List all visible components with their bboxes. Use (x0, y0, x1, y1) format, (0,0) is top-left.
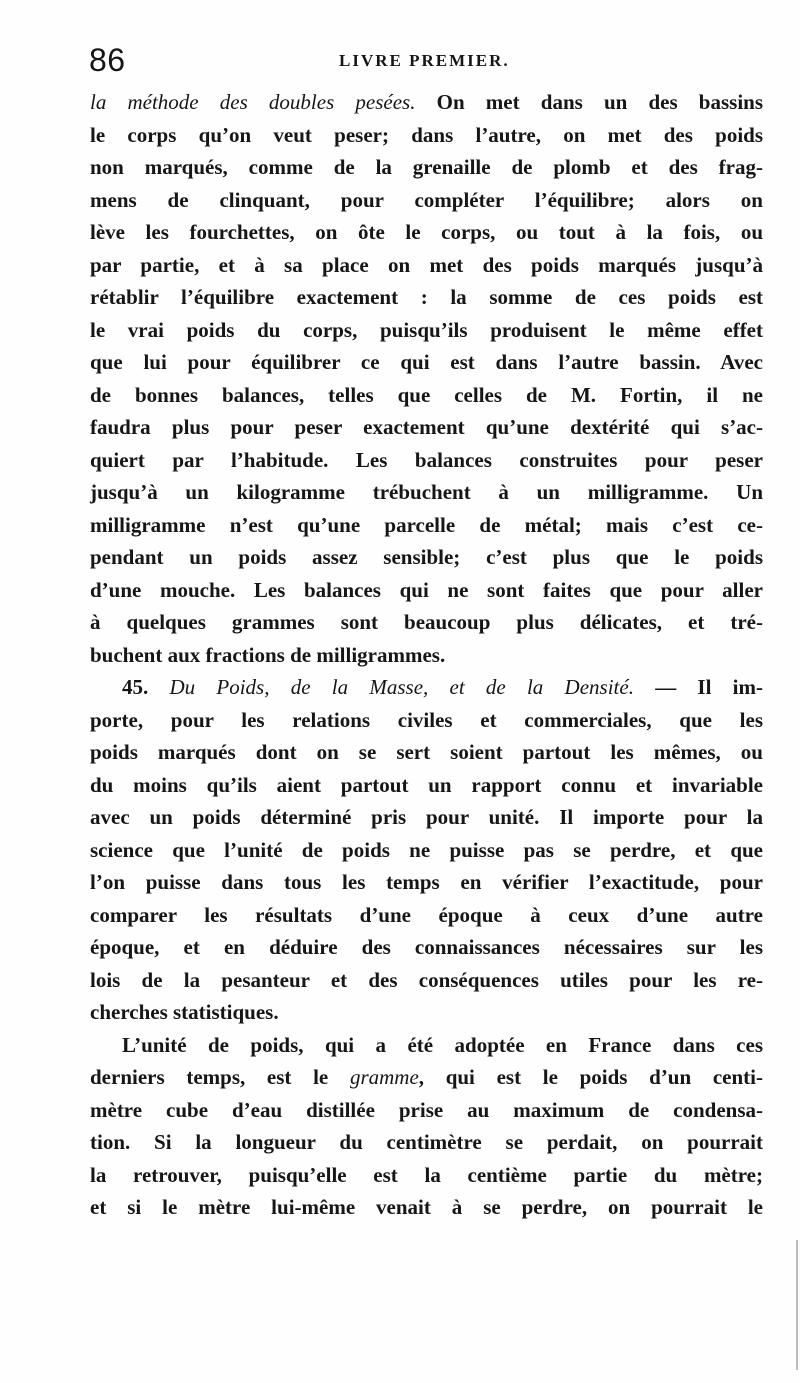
text-run: — Il im- (633, 675, 764, 699)
text-line: science que l’unité de poids ne puisse pas se perdre, et que (90, 837, 763, 862)
italic-phrase: la méthode des doubles pesées. (90, 90, 416, 114)
text-line: buchent aux fractions de milligrammes. (90, 642, 446, 667)
page-number: 86 (89, 42, 126, 78)
text-line: milligramme n’est qu’une parcelle de métal; mais c’est ce- (90, 512, 763, 537)
text-line: non marqués, comme de la grenaille de plomb et des frag- (90, 155, 763, 179)
text-line: et si le mètre lui-même venait à se perdre, on pourrait le (90, 1195, 763, 1219)
text-line: lève les fourchettes, on ôte le corps, ou tout à la fois, ou (90, 220, 763, 244)
text-line: pendant un poids assez sensible; c’est plus que le poids (90, 545, 763, 569)
section-title: Du Poids, de la Masse, et de la Densité. (148, 675, 634, 699)
text-line: à quelques grammes sont beaucoup plus délicates, et tré- (90, 610, 763, 634)
page-edge-shadow (796, 1240, 798, 1370)
text-line: mètre cube d’eau distillée prise au maximum de condensa- (90, 1097, 763, 1122)
text-line: que lui pour équilibrer ce qui est dans l’autre bassin. Avec (90, 350, 763, 374)
text-run: derniers temps, est le (90, 1065, 350, 1089)
text-line: comparer les résultats d’une époque à ceux d’une autre (90, 902, 763, 927)
text-line: époque, et en déduire des connaissances nécessaires sur les (90, 935, 763, 959)
text-line (90, 1061, 763, 1094)
text-line: le corps qu’on veut peser; dans l’autre, on met des poids (90, 122, 763, 147)
section-number: 45. (122, 675, 149, 699)
text-line: cherches statistiques. (90, 1000, 279, 1024)
text-line: porte, pour les relations civiles et commerciales, que les (90, 707, 763, 732)
text-line: avec un poids déterminé pris pour unité. Il importe pour la (90, 805, 763, 829)
text-run: On met dans un des bassins (415, 90, 764, 114)
text-line: lois de la pesanteur et des conséquences utiles pour les re- (90, 967, 763, 992)
text-line: tion. Si la longueur du centimètre se perdait, on pourrait (90, 1130, 763, 1154)
text-line: mens de clinquant, pour compléter l’équilibre; alors on (90, 187, 763, 212)
text-line: d’une mouche. Les balances qui ne sont faites que pour aller (90, 577, 763, 602)
text-line: l’on puisse dans tous les temps en vérifier l’exactitude, pour (90, 870, 763, 894)
text-line: poids marqués dont on se sert soient partout les mêmes, ou (90, 740, 763, 764)
text-line: quiert par l’habitude. Les balances construites pour peser (90, 447, 763, 472)
running-head (89, 40, 768, 80)
text-line: le vrai poids du corps, puisqu’ils produisent le même effet (90, 317, 763, 342)
body-text (90, 86, 763, 1224)
text-line: la retrouver, puisqu’elle est la centième partie du mètre; (90, 1162, 763, 1187)
text-line: rétablir l’équilibre exactement : la somme de ces poids est (90, 285, 763, 309)
text-line: par partie, et à sa place on met des poids marqués jusqu’à (90, 252, 763, 277)
section-heading-line (90, 671, 763, 704)
text-line (90, 86, 763, 119)
text-line: faudra plus pour peser exactement qu’une dextérité qui s’ac- (90, 415, 763, 439)
text-line: du moins qu’ils aient partout un rapport connu et invariable (90, 772, 763, 797)
italic-term: gramme (349, 1065, 419, 1089)
text-line: L’unité de poids, qui a été adoptée en France dans ces (122, 1032, 763, 1057)
text-line: de bonnes balances, telles que celles de M. Fortin, il ne (90, 382, 763, 407)
text-line: jusqu’à un kilogramme trébuchent à un milligramme. Un (90, 480, 763, 504)
text-run: , qui est le poids d’un centi- (418, 1065, 763, 1089)
book-title: LIVRE PREMIER. (339, 51, 510, 70)
